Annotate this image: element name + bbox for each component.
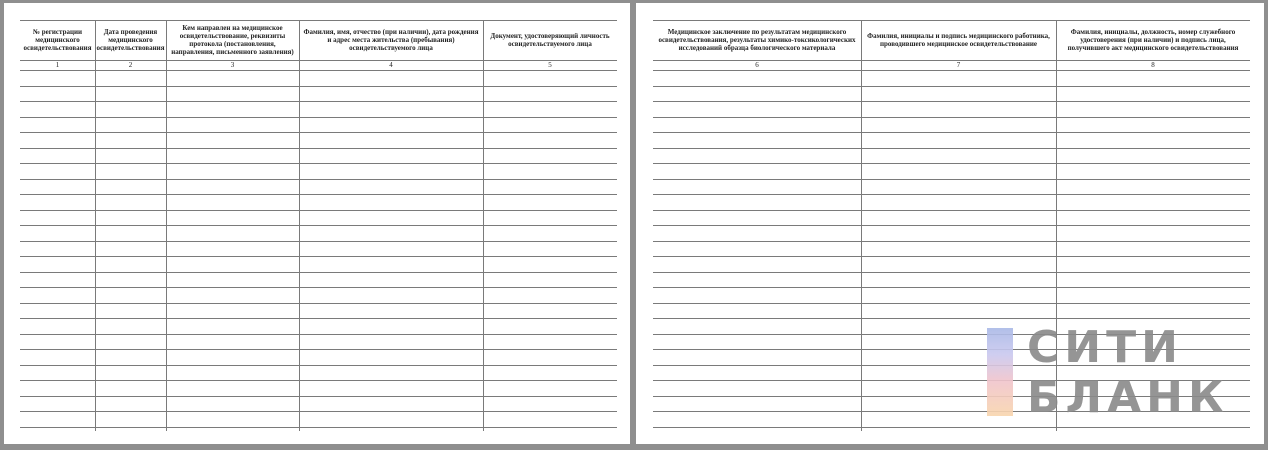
column-divider [861, 20, 862, 431]
table-row-rule [653, 241, 1250, 242]
table-row-rule [20, 396, 617, 397]
table-row-rule [653, 225, 1250, 226]
table-row-rule [653, 256, 1250, 257]
table-row-rule [653, 179, 1250, 180]
table-row-rule [20, 132, 617, 133]
column-header-5: Документ, удостоверяющий личность освидетельствуемого лица [490, 32, 610, 48]
watermark-gradient-bar [987, 328, 1013, 416]
column-header-1: № регистрации медицинского освидетельствования [23, 28, 92, 52]
table-row-rule [653, 163, 1250, 164]
number-row-rule [20, 70, 617, 71]
table-row-rule [20, 256, 617, 257]
table-row-rule [20, 163, 617, 164]
table-row-rule [20, 86, 617, 87]
column-number-1: 1 [55, 61, 60, 69]
table-row-rule [653, 148, 1250, 149]
column-divider [483, 20, 484, 431]
table-row-rule [20, 303, 617, 304]
column-header-3: Кем направлен на медицинское освидетельствование, реквизиты протокола (постановления, направления, письменного заявления) [171, 24, 294, 56]
column-divider [299, 20, 300, 431]
column-number-8: 8 [1151, 61, 1155, 69]
table-row-rule [20, 365, 617, 366]
table-row-rule [20, 334, 617, 335]
column-header-7: Фамилия, инициалы и подпись медицинского работника, проводившего медицинское освидетельствование [867, 32, 1050, 48]
table-row-rule [20, 225, 617, 226]
column-divider [95, 20, 96, 431]
citiblank-watermark [987, 322, 1247, 423]
watermark-line-2: БЛАНК [1027, 372, 1229, 423]
column-number-6: 6 [755, 61, 759, 69]
table-row-rule [20, 194, 617, 195]
table-row-rule [653, 101, 1250, 102]
table-row-rule [20, 427, 617, 428]
watermark-line-1: СИТИ [1027, 322, 1183, 373]
table-row-rule [20, 380, 617, 381]
table-row-rule [20, 241, 617, 242]
table-row-rule [653, 272, 1250, 273]
number-row-rule [653, 70, 1250, 71]
table-row-rule [653, 287, 1250, 288]
table-row-rule [20, 272, 617, 273]
table-row-rule [653, 427, 1250, 428]
column-number-5: 5 [548, 61, 552, 69]
table-row-rule [20, 101, 617, 102]
table-row-rule [653, 194, 1250, 195]
column-header-6: Медицинское заключение по результатам медицинского освидетельствования, результаты химико-токсикологических исследований образца биологического материала [658, 28, 856, 52]
column-number-3: 3 [230, 61, 235, 69]
column-header-2: Дата проведения медицинского освидетельствования [96, 28, 165, 52]
table-row-rule [20, 411, 617, 412]
left-page [4, 3, 630, 444]
table-row-rule [653, 86, 1250, 87]
table-row-rule [20, 318, 617, 319]
table-row-rule [653, 210, 1250, 211]
table-row-rule [20, 117, 617, 118]
table-row-rule [653, 117, 1250, 118]
table-row-rule [20, 349, 617, 350]
table-row-rule [20, 287, 617, 288]
table-row-rule [20, 179, 617, 180]
table-row-rule [20, 210, 617, 211]
column-header-4: Фамилия, имя, отчество (при наличии), дата рождения и адрес места жительства (пребывания) освидетельствуемого лица [303, 28, 479, 52]
table-row-rule [653, 132, 1250, 133]
table-row-rule [20, 148, 617, 149]
table-row-rule [653, 318, 1250, 319]
column-number-7: 7 [956, 61, 961, 69]
column-header-8: Фамилия, инициалы, должность, номер служебного удостоверения (при наличии) и подпись лица, получившего акт медицинского освидетельствования [1067, 28, 1239, 52]
column-number-4: 4 [389, 61, 393, 69]
column-divider [166, 20, 167, 431]
column-number-2: 2 [128, 61, 133, 69]
table-row-rule [653, 303, 1250, 304]
